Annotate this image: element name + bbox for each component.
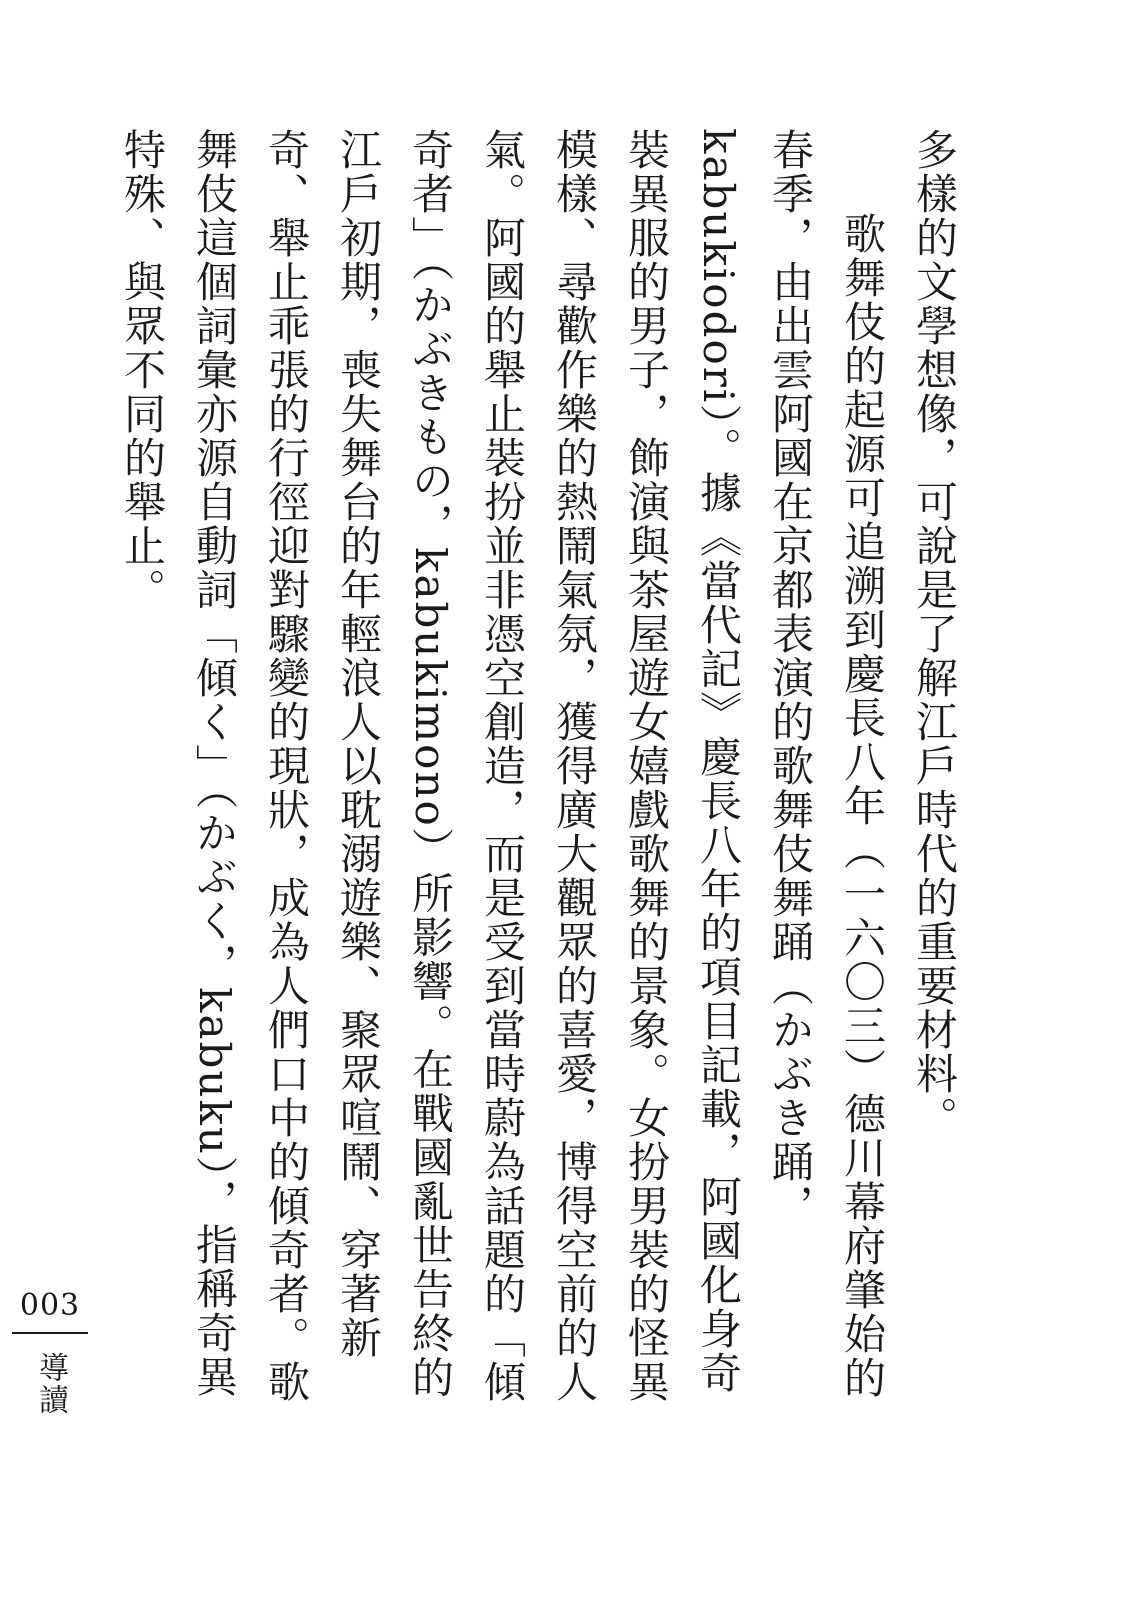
folio-divider: [12, 1332, 88, 1334]
paragraph-intro-continuation: 多樣的文學想像，可說是了解江戶時代的重要材料。: [910, 128, 959, 1140]
paragraph-kabuki-origin: 歌舞伎的起源可追溯到慶長八年（一六〇三）德川幕府肇始的春季，由出雲阿國在京都表演的歌舞伎舞踊（かぶき踊，kabukiodori）。據《當代記》慶長八年的項目記載，阿國化身奇裝異服的男子，飾演與茶屋遊女嬉戲歌舞的景象。女扮男裝的怪異模樣、尋歡作樂的熱鬧氣氛，獲得廣大觀眾的喜愛，博得空前的人氣。阿國的舉止裝扮並非憑空創造，而是受到當時蔚為話題的「傾奇者」（かぶきもの，kabukimono）所影響。在戰國亂世告終的江戶初期，喪失舞台的年輕浪人以耽溺遊樂、聚眾喧鬧、穿著新奇、舉止乖張的行徑迎對驟變的現狀，成為人們口中的傾奇者。歌舞伎這個詞彙亦源自動詞「傾く」（かぶく，kabuku），指稱奇異特殊、與眾不同的舉止。: [118, 128, 887, 1404]
body-text: [106, 128, 970, 1408]
page-number: 003: [19, 1288, 81, 1323]
running-head: 導讀: [33, 1352, 68, 1416]
folio: [10, 1288, 90, 1424]
